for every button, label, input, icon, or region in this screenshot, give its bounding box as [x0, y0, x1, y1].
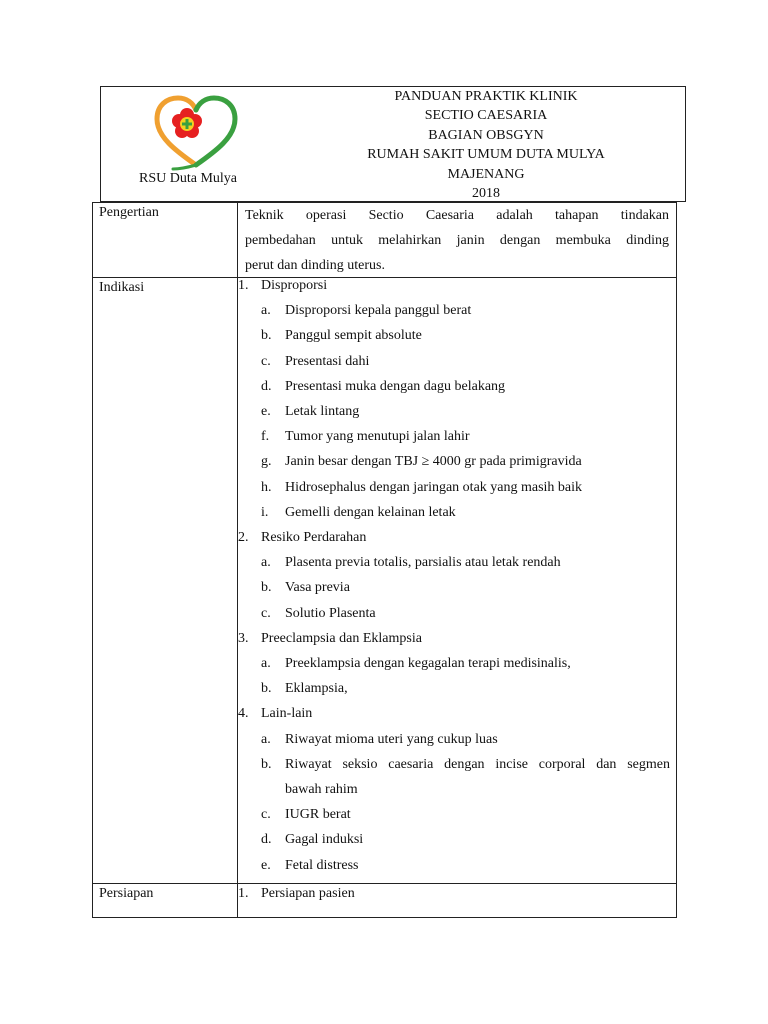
- title-line: BAGIAN OBSGYN: [428, 127, 544, 143]
- sub-item-text: Preeklampsia dengan kegagalan terapi medisinalis,: [285, 656, 571, 671]
- list-number: 3.: [238, 630, 249, 646]
- paragraph-line: pembedahan untuk melahirkan janin dengan membuka dinding: [245, 233, 669, 248]
- title-line: 2018: [472, 186, 500, 202]
- sub-item-letter: d.: [261, 378, 272, 394]
- sub-item-text: Tumor yang menutupi jalan lahir: [285, 429, 470, 445]
- sub-item-text: Fetal distress: [285, 857, 359, 873]
- sub-item-letter: b.: [261, 328, 272, 344]
- sub-item-letter: i.: [261, 504, 269, 520]
- list-item-title: Resiko Perdarahan: [261, 530, 367, 545]
- sub-item-text: Hidrosephalus dengan jaringan otak yang masih baik: [285, 479, 583, 495]
- document-header: [100, 86, 686, 202]
- list-item-title: Disproporsi: [261, 278, 328, 293]
- sub-item-text: Solutio Plasenta: [285, 605, 376, 621]
- sub-item-text: Letak lintang: [285, 404, 360, 419]
- label-cell: [93, 278, 238, 883]
- definition-paragraph: [245, 203, 669, 278]
- row-label: Indikasi: [99, 280, 145, 295]
- paragraph-line: perut dan dinding uterus.: [245, 258, 385, 273]
- sub-item-text: Plasenta previa totalis, parsialis atau letak rendah: [285, 555, 561, 571]
- title-line: RUMAH SAKIT UMUM DUTA MULYA: [367, 147, 605, 163]
- sub-item-letter: b.: [261, 580, 272, 596]
- guideline-table: [92, 202, 677, 918]
- row-persiapan: [92, 884, 677, 918]
- title-line: MAJENANG: [447, 166, 525, 182]
- paragraph-line: Teknik operasi Sectio Caesaria adalah tahapan tindakan: [245, 208, 669, 223]
- label-cell: [93, 884, 238, 917]
- sub-item-letter: c.: [261, 605, 271, 621]
- title-line: SECTIO CAESARIA: [424, 108, 548, 124]
- sub-item-letter: e.: [261, 857, 271, 873]
- sub-item-letter: b.: [261, 681, 272, 697]
- label-cell: [93, 203, 238, 277]
- list-number: 1.: [238, 886, 249, 901]
- list-item-title: Preeclampsia dan Eklampsia: [261, 630, 422, 646]
- sub-item-text: Disproporsi kepala panggul berat: [285, 303, 472, 319]
- sub-item-text: bawah rahim: [285, 782, 358, 797]
- list-item-title: Persiapan pasien: [261, 886, 355, 901]
- sub-item-letter: c.: [261, 807, 271, 823]
- sub-item-text: Riwayat mioma uteri yang cukup luas: [285, 731, 498, 747]
- sub-item-text: Presentasi dahi: [285, 353, 370, 369]
- sub-item-text: Eklampsia,: [285, 681, 348, 697]
- row-label: Pengertian: [99, 205, 159, 220]
- sub-item-text: Gemelli dengan kelainan letak: [285, 504, 456, 520]
- sub-item-text: IUGR berat: [285, 807, 351, 823]
- sub-item-letter: f.: [261, 429, 270, 445]
- list-number: 2.: [238, 530, 249, 545]
- sub-item-letter: e.: [261, 404, 271, 419]
- sub-item-letter: g.: [261, 454, 272, 470]
- row-pengertian: [92, 202, 677, 278]
- row-label: Persiapan: [99, 886, 154, 901]
- hospital-label: RSU Duta Mulya: [139, 171, 237, 186]
- sub-item-text: Panggul sempit absolute: [285, 328, 422, 344]
- sub-item-letter: h.: [261, 479, 272, 495]
- sub-item-letter: c.: [261, 353, 271, 369]
- sub-item-text: Janin besar dengan TBJ ≥ 4000 gr pada primigravida: [285, 454, 582, 470]
- sub-item-letter: a.: [261, 731, 271, 747]
- sub-item-letter: a.: [261, 303, 271, 319]
- list-number: 1.: [238, 278, 249, 293]
- list-item-title: Lain-lain: [261, 706, 313, 722]
- sub-item-letter: a.: [261, 656, 271, 671]
- hospital-logo-icon: [151, 93, 241, 173]
- list-number: 4.: [238, 706, 249, 722]
- document-title: [341, 87, 631, 203]
- sub-item-letter: d.: [261, 832, 272, 848]
- sub-item-text: Gagal induksi: [285, 832, 364, 848]
- sub-item-letter: a.: [261, 555, 271, 571]
- sub-item-letter: b.: [261, 756, 272, 772]
- title-line: PANDUAN PRAKTIK KLINIK: [394, 89, 578, 104]
- sub-item-text: Presentasi muka dengan dagu belakang: [285, 378, 506, 394]
- sub-item-text: Riwayat seksio caesaria dengan incise corporal dan segmen: [285, 756, 670, 772]
- row-indikasi: [92, 278, 677, 884]
- sub-item-text: Vasa previa: [285, 580, 350, 596]
